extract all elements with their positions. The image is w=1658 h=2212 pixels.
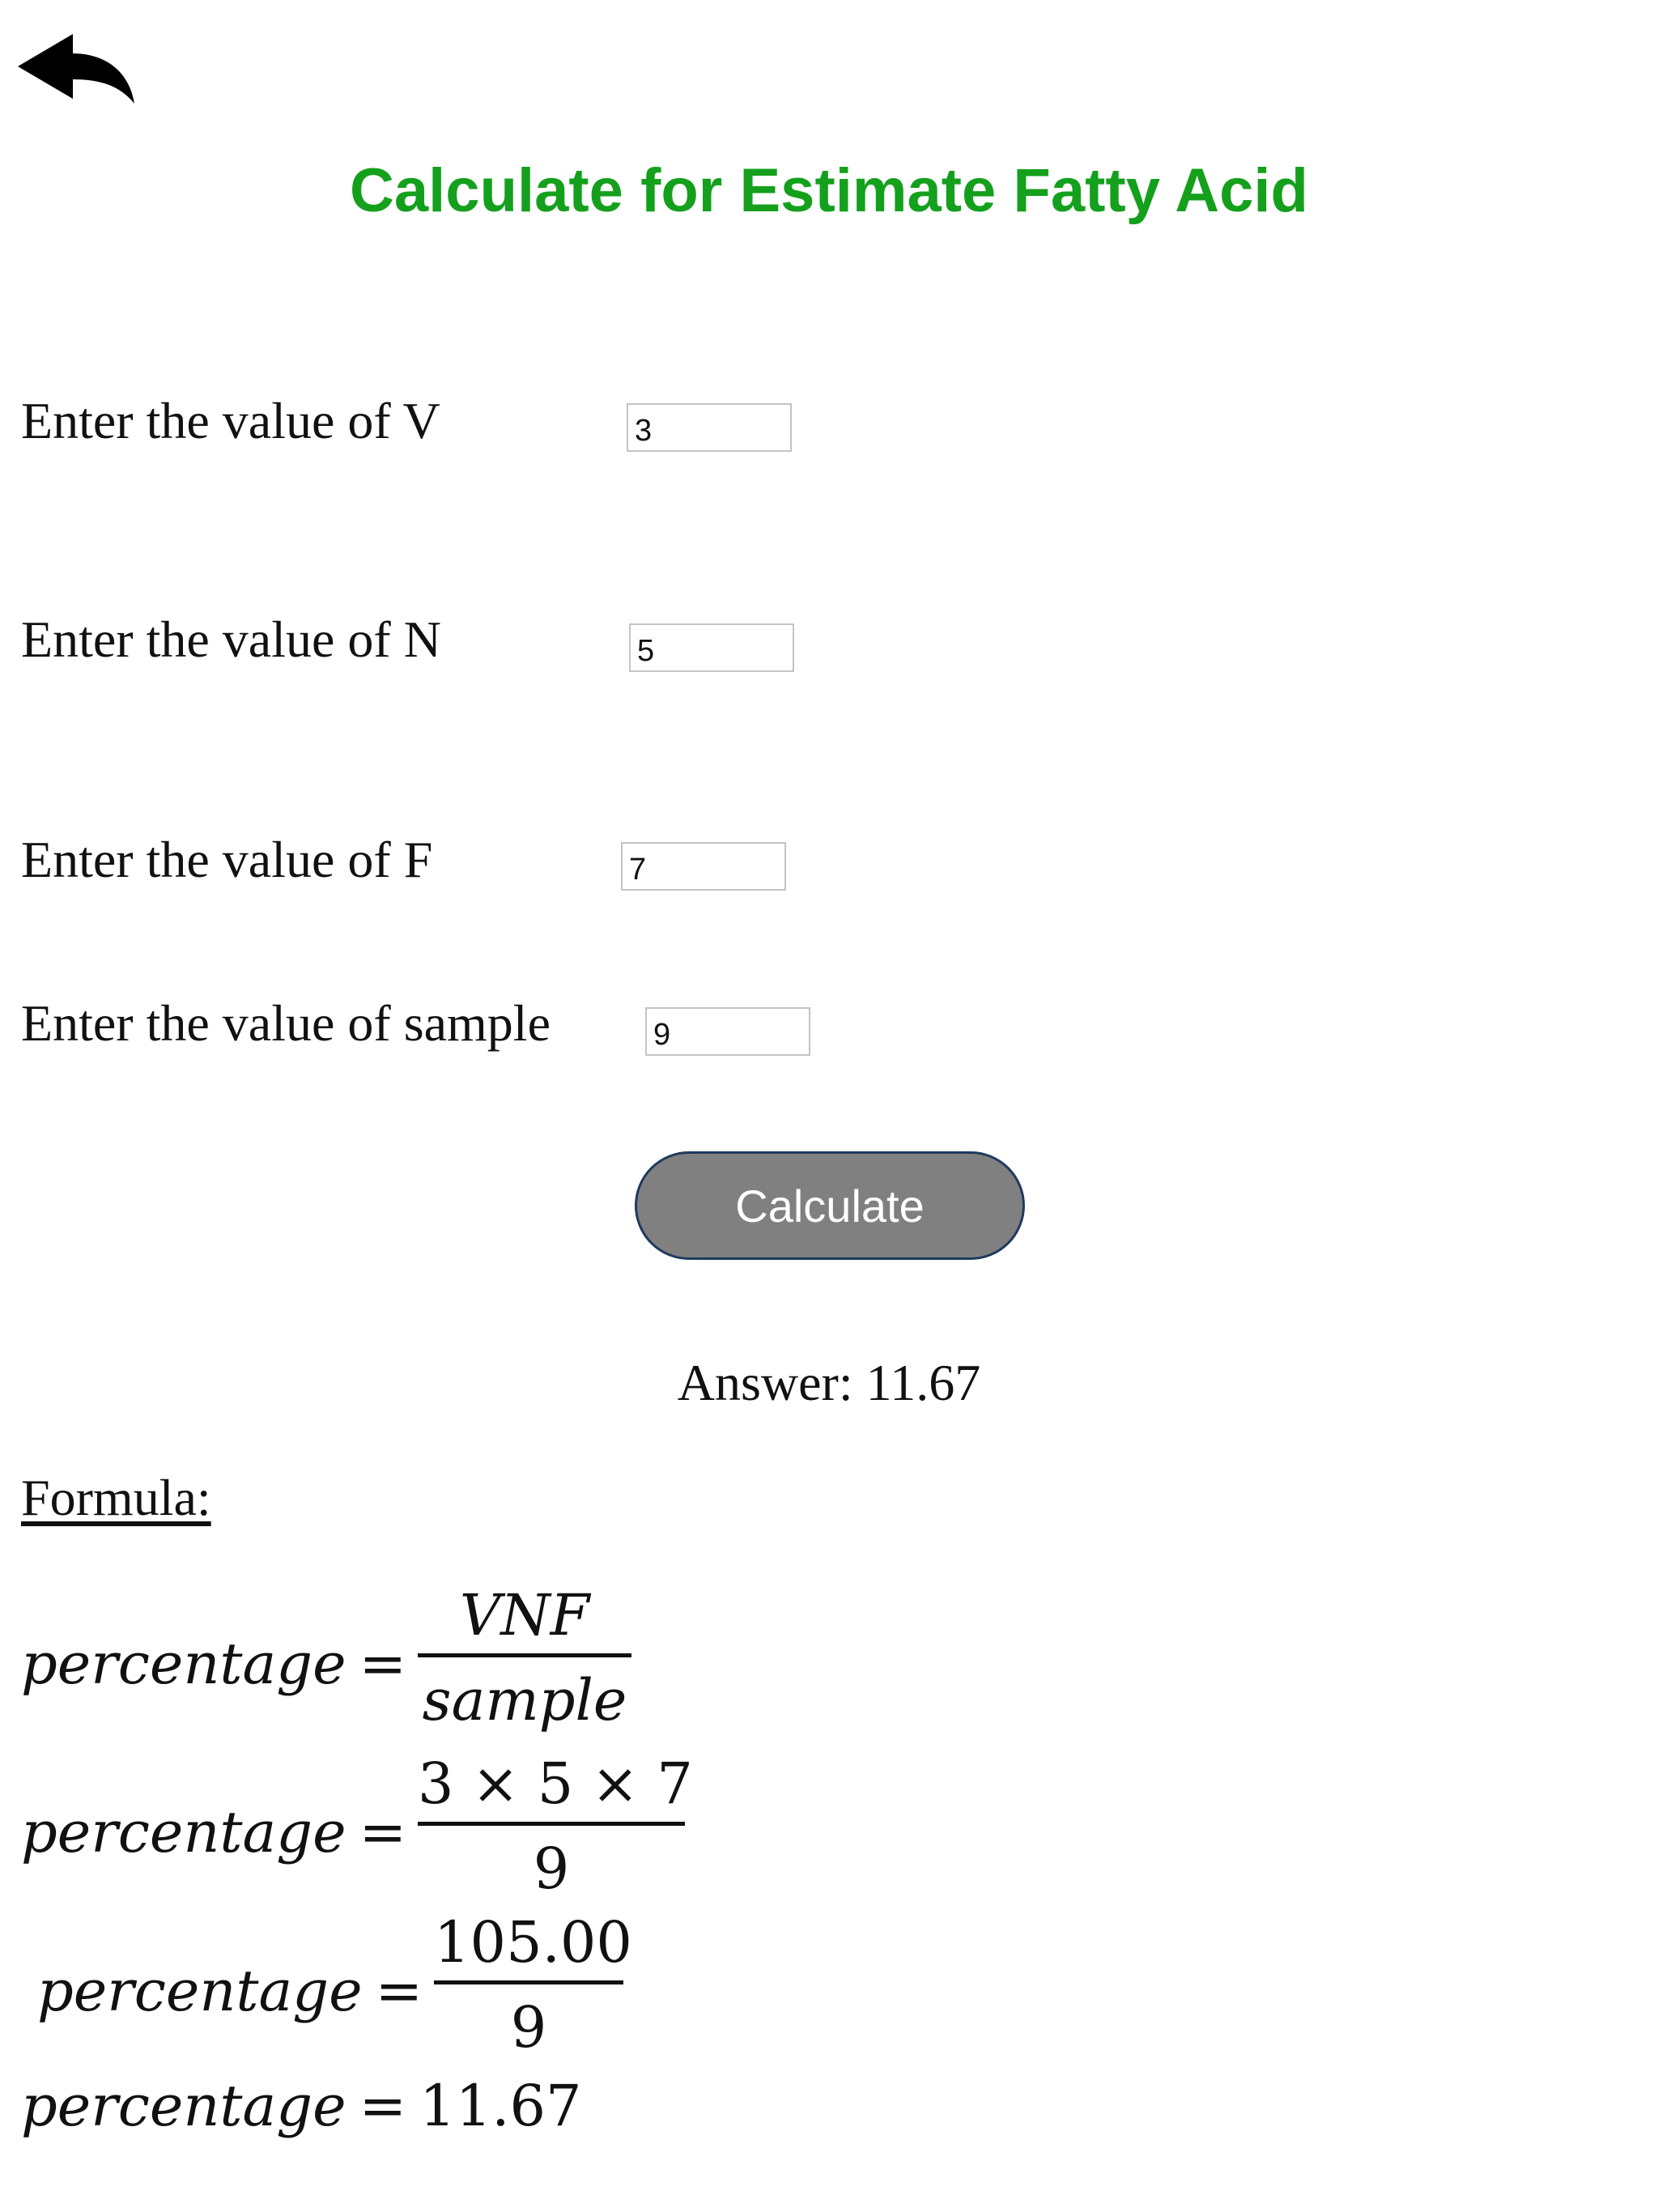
page-title: Calculate for Estimate Fatty Acid — [350, 156, 1308, 225]
formula-step-2 — [21, 1799, 419, 1865]
sample-input[interactable] — [645, 1007, 810, 1056]
formula-result-value: 11.67 — [419, 2073, 582, 2139]
fraction-numerator: VNF — [459, 1582, 590, 1648]
v-label: Enter the value of V — [21, 392, 440, 449]
n-label: Enter the value of N — [21, 610, 441, 668]
v-input[interactable] — [627, 403, 792, 452]
back-arrow-icon — [16, 32, 138, 105]
fraction-bar — [418, 1653, 631, 1657]
f-label: Enter the value of F — [21, 831, 433, 888]
formula-step-1 — [21, 1631, 419, 1697]
fraction-denominator: 9 — [510, 1994, 547, 2061]
equals-sign: = — [359, 2073, 407, 2139]
formula-lhs: percentage — [21, 2073, 346, 2139]
fraction-step-3 — [434, 1909, 632, 2061]
fraction-numerator: 3 × 5 × 7 — [418, 1750, 693, 1817]
n-input[interactable] — [629, 623, 794, 672]
fraction-step-2 — [418, 1750, 693, 1902]
f-input[interactable] — [621, 842, 786, 891]
equals-sign: = — [359, 1631, 407, 1697]
formula-lhs: percentage — [21, 1631, 346, 1697]
fraction-step-1 — [418, 1582, 631, 1733]
fraction-denominator: 9 — [533, 1836, 570, 1902]
answer-text: Answer: 11.67 — [677, 1354, 981, 1411]
equals-sign: = — [359, 1799, 407, 1865]
formula-result — [21, 2073, 582, 2139]
formula-lhs: percentage — [21, 1799, 346, 1865]
calculate-button[interactable]: Calculate — [635, 1151, 1025, 1260]
fraction-bar — [434, 1980, 623, 1984]
back-button[interactable] — [16, 32, 138, 105]
fraction-bar — [418, 1822, 685, 1826]
equals-sign: = — [375, 1958, 423, 2024]
fraction-numerator: 105.00 — [434, 1909, 632, 1976]
fraction-denominator: sample — [422, 1667, 627, 1733]
formula-step-3 — [37, 1958, 436, 2024]
formula-heading: Formula: — [21, 1469, 211, 1526]
sample-label: Enter the value of sample — [21, 994, 551, 1052]
formula-lhs: percentage — [37, 1958, 363, 2024]
